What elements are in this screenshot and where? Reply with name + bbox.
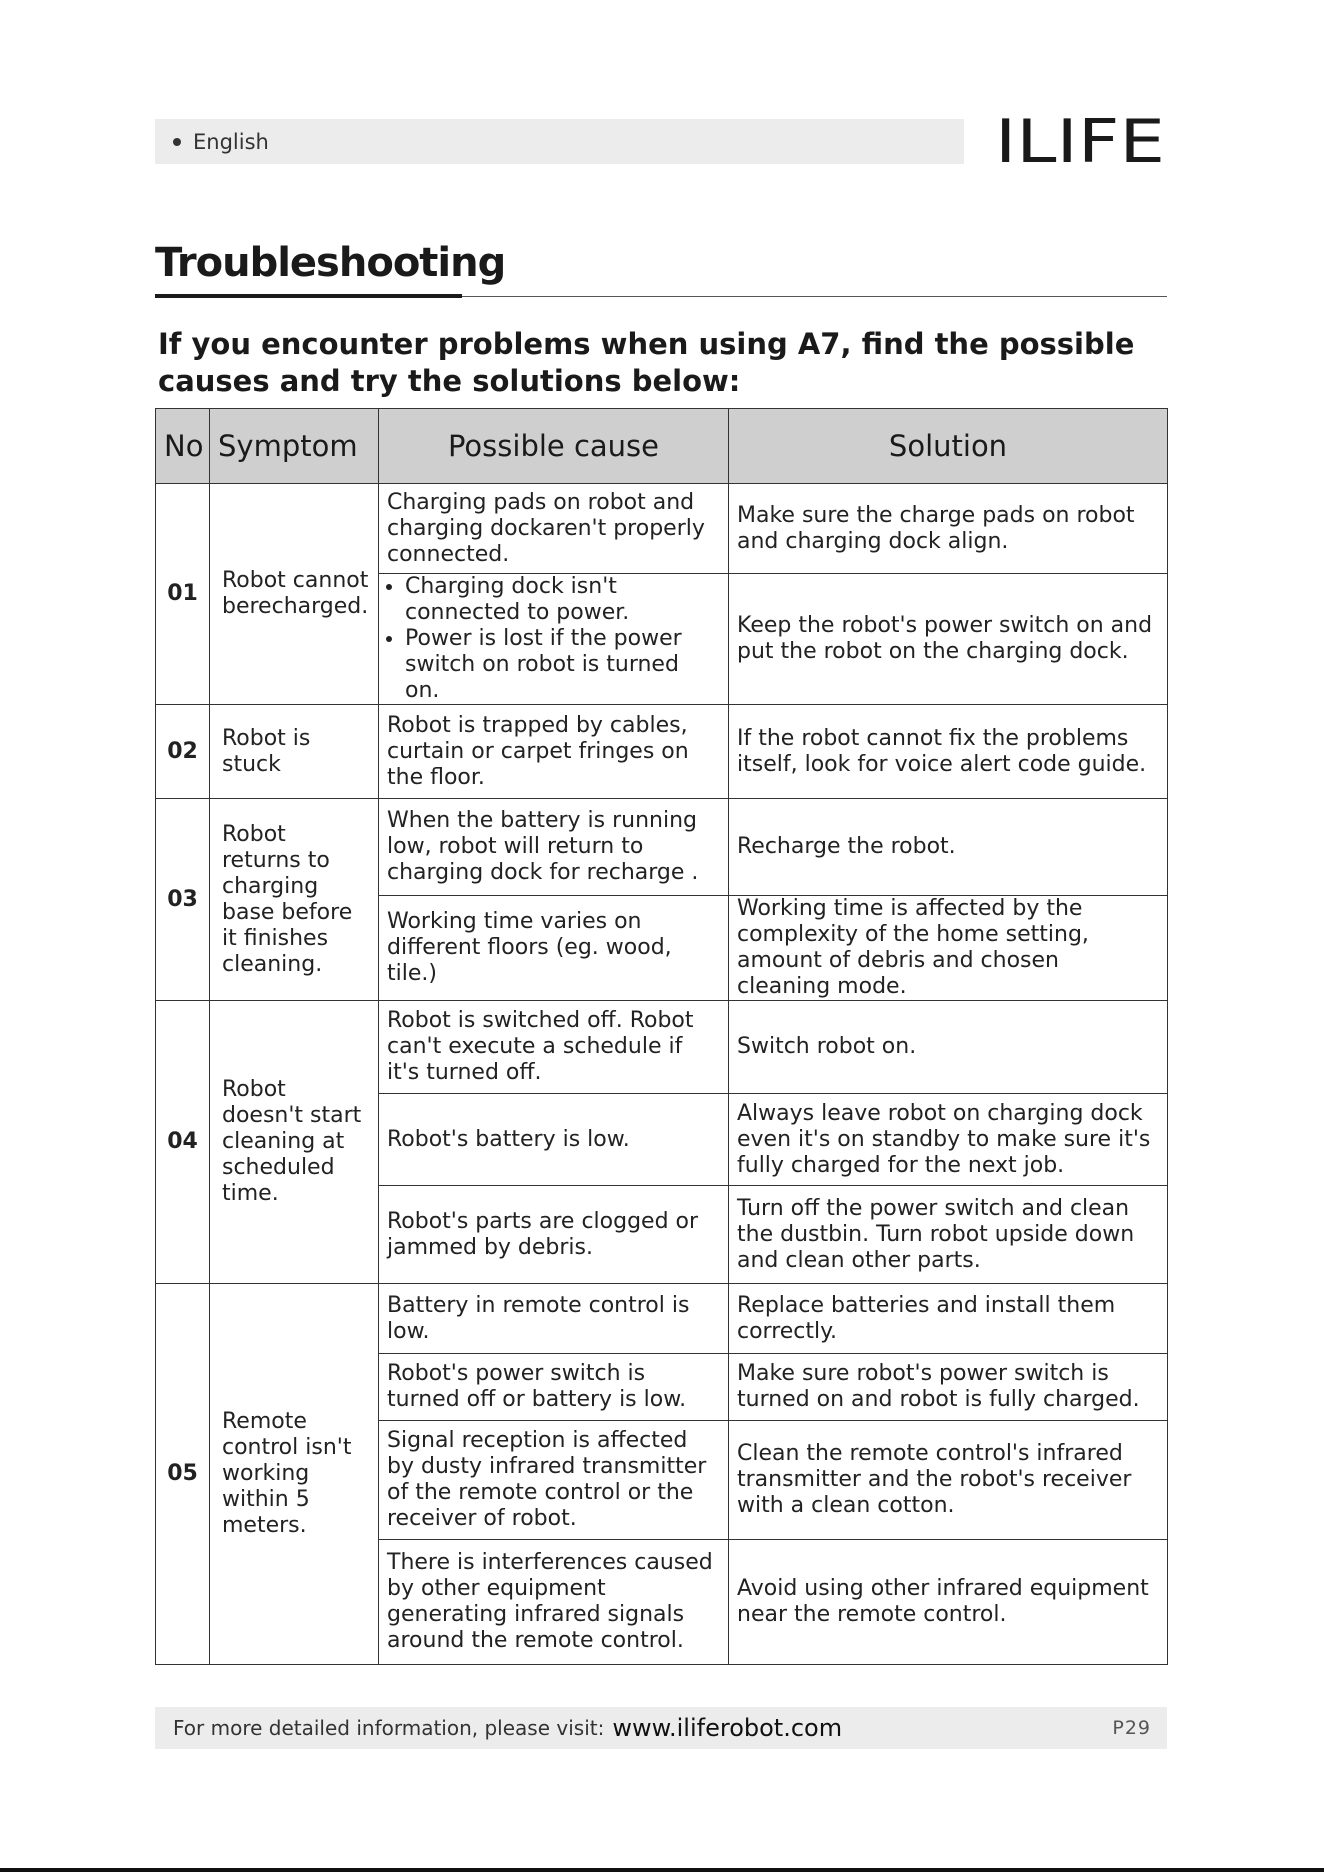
bottom-edge-line	[0, 1868, 1324, 1872]
brand-logo-text: ILIFE	[995, 108, 1165, 170]
footer-band	[155, 1707, 1167, 1749]
title-underline	[155, 294, 462, 298]
cause-cell: Robot's battery is low.	[379, 1094, 729, 1186]
symptom-cell: Robot is stuck	[210, 705, 379, 799]
symptom-cell: Robot returns to charging base before it finishes cleaning.	[210, 799, 379, 1001]
cause-list-item: • Charging dock isn't connected to power.	[405, 574, 720, 626]
cause-list-item: • Power is lost if the power switch on robot is turned on.	[405, 626, 720, 704]
symptom-cell: Remote control isn't working within 5 meters.	[210, 1284, 379, 1665]
cause-cell: Robot is trapped by cables, curtain or carpet fringes on the floor.	[379, 705, 729, 799]
solution-cell: Turn off the power switch and clean the dustbin. Turn robot upside down and clean other parts.	[729, 1186, 1168, 1284]
cause-cell: Robot's power switch is turned off or battery is low.	[379, 1354, 729, 1421]
solution-cell: Make sure the charge pads on robot and charging dock align.	[729, 484, 1168, 574]
table-row	[156, 1284, 1168, 1354]
language-band	[155, 119, 964, 164]
footer-text: For more detailed information, please visit:	[173, 1716, 605, 1740]
solution-cell: Keep the robot's power switch on and put the robot on the charging dock.	[729, 574, 1168, 705]
symptom-cell: Robot doesn't start cleaning at scheduled time.	[210, 1001, 379, 1284]
row-number: 03	[156, 799, 210, 1001]
cause-cell	[379, 574, 729, 705]
solution-cell: Make sure robot's power switch is turned on and robot is fully charged.	[729, 1354, 1168, 1421]
language-label: English	[193, 129, 269, 154]
header-no: No	[156, 409, 210, 484]
solution-cell: If the robot cannot fix the problems itself, look for voice alert code guide.	[729, 705, 1168, 799]
cause-cell: Working time varies on different floors (eg. wood, tile.)	[379, 896, 729, 1001]
table-row	[156, 705, 1168, 799]
troubleshooting-table	[155, 408, 1168, 1665]
row-number: 05	[156, 1284, 210, 1665]
row-number: 04	[156, 1001, 210, 1284]
table-row	[156, 484, 1168, 574]
bullet-icon	[173, 138, 181, 146]
symptom-cell: Robot cannot berecharged.	[210, 484, 379, 705]
solution-cell: Always leave robot on charging dock even it's on standby to make sure it's fully charged for the next job.	[729, 1094, 1168, 1186]
solution-cell: Avoid using other infrared equipment near the remote control.	[729, 1540, 1168, 1665]
solution-cell: Switch robot on.	[729, 1001, 1168, 1094]
cause-cell: When the battery is running low, robot will return to charging dock for recharge .	[379, 799, 729, 896]
brand-logo	[995, 108, 1167, 170]
cause-list	[387, 574, 720, 704]
solution-cell: Recharge the robot.	[729, 799, 1168, 896]
row-number: 02	[156, 705, 210, 799]
header-cause: Possible cause	[379, 409, 729, 484]
page-title: Troubleshooting	[155, 240, 506, 286]
solution-cell: Clean the remote control's infrared transmitter and the robot's receiver with a clean cotton.	[729, 1421, 1168, 1540]
cause-cell: Signal reception is affected by dusty infrared transmitter of the remote control or the receiver of robot.	[379, 1421, 729, 1540]
solution-cell: Working time is affected by the complexity of the home setting, amount of debris and chosen cleaning mode.	[729, 896, 1168, 1001]
cause-cell: Robot is switched off. Robot can't execute a schedule if it's turned off.	[379, 1001, 729, 1094]
solution-cell: Replace batteries and install them correctly.	[729, 1284, 1168, 1354]
cause-cell: There is interferences caused by other equipment generating infrared signals around the remote control.	[379, 1540, 729, 1665]
title-rule	[462, 296, 1167, 297]
table-row	[156, 1001, 1168, 1094]
table-row	[156, 799, 1168, 896]
header-solution: Solution	[729, 409, 1168, 484]
page-number: P29	[1112, 1717, 1151, 1739]
cause-cell: Robot's parts are clogged or jammed by debris.	[379, 1186, 729, 1284]
row-number: 01	[156, 484, 210, 705]
table-header-row	[156, 409, 1168, 484]
website-link[interactable]: www.iliferobot.com	[612, 1714, 843, 1742]
header-symptom: Symptom	[210, 409, 379, 484]
intro-text: If you encounter problems when using A7, find the possible causes and try the solutions below:	[158, 327, 1135, 398]
cause-cell: Charging pads on robot and charging dockaren't properly connected.	[379, 484, 729, 574]
cause-cell: Battery in remote control is low.	[379, 1284, 729, 1354]
